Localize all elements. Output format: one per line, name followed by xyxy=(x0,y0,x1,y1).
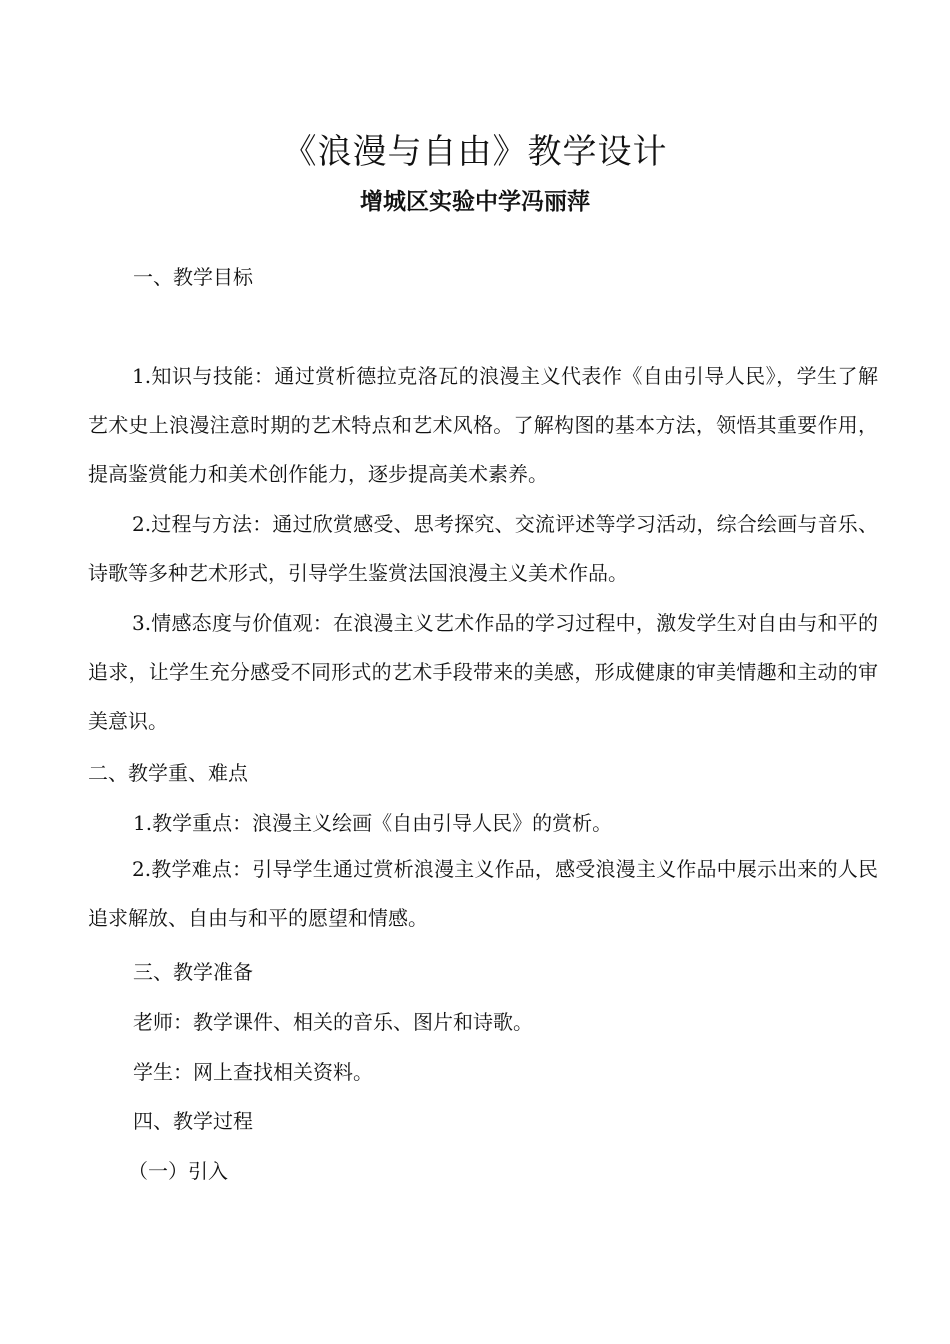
document-title: 《浪漫与自由》教学设计 xyxy=(282,132,668,172)
key-point-text: 1.教学重点：浪漫主义绘画《自由引导人民》的赏析。 xyxy=(133,811,613,835)
teacher-preparation: 老师：教学课件、相关的音乐、图片和诗歌。 xyxy=(133,1010,533,1034)
document-author: 增城区实验中学冯丽萍 xyxy=(360,189,590,215)
section-heading-objectives: 一、教学目标 xyxy=(133,265,253,289)
section-heading-preparation: 三、教学准备 xyxy=(133,960,253,984)
student-preparation: 学生：网上查找相关资料。 xyxy=(133,1060,373,1084)
objective-knowledge-skills: 1.知识与技能：通过赏析德拉克洛瓦的浪漫主义代表作《自由引导人民》，学生了解艺术史上浪漫注意时期的艺术特点和艺术风格。了解构图的基本方法，领悟其重要作用，提高鉴赏能力和美术创作能力，逐步提高美术素养。 xyxy=(88,364,878,486)
difficulty-text: 2.教学难点：引导学生通过赏析浪漫主义作品，感受浪漫主义作品中展示出来的人民追求解放、自由与和平的愿望和情感。 xyxy=(88,857,878,930)
section-heading-process: 四、教学过程 xyxy=(133,1109,253,1133)
section-heading-key-points: 二、教学重、难点 xyxy=(88,761,248,785)
subsection-heading-introduction: （一）引入 xyxy=(128,1159,228,1183)
objective-emotion-values: 3.情感态度与价值观：在浪漫主义艺术作品的学习过程中，激发学生对自由与和平的追求，让学生充分感受不同形式的艺术手段带来的美感，形成健康的审美情趣和主动的审美意识。 xyxy=(88,611,878,733)
objective-process-method: 2.过程与方法：通过欣赏感受、思考探究、交流评述等学习活动，综合绘画与音乐、诗歌等多种艺术形式，引导学生鉴赏法国浪漫主义美术作品。 xyxy=(88,512,878,585)
